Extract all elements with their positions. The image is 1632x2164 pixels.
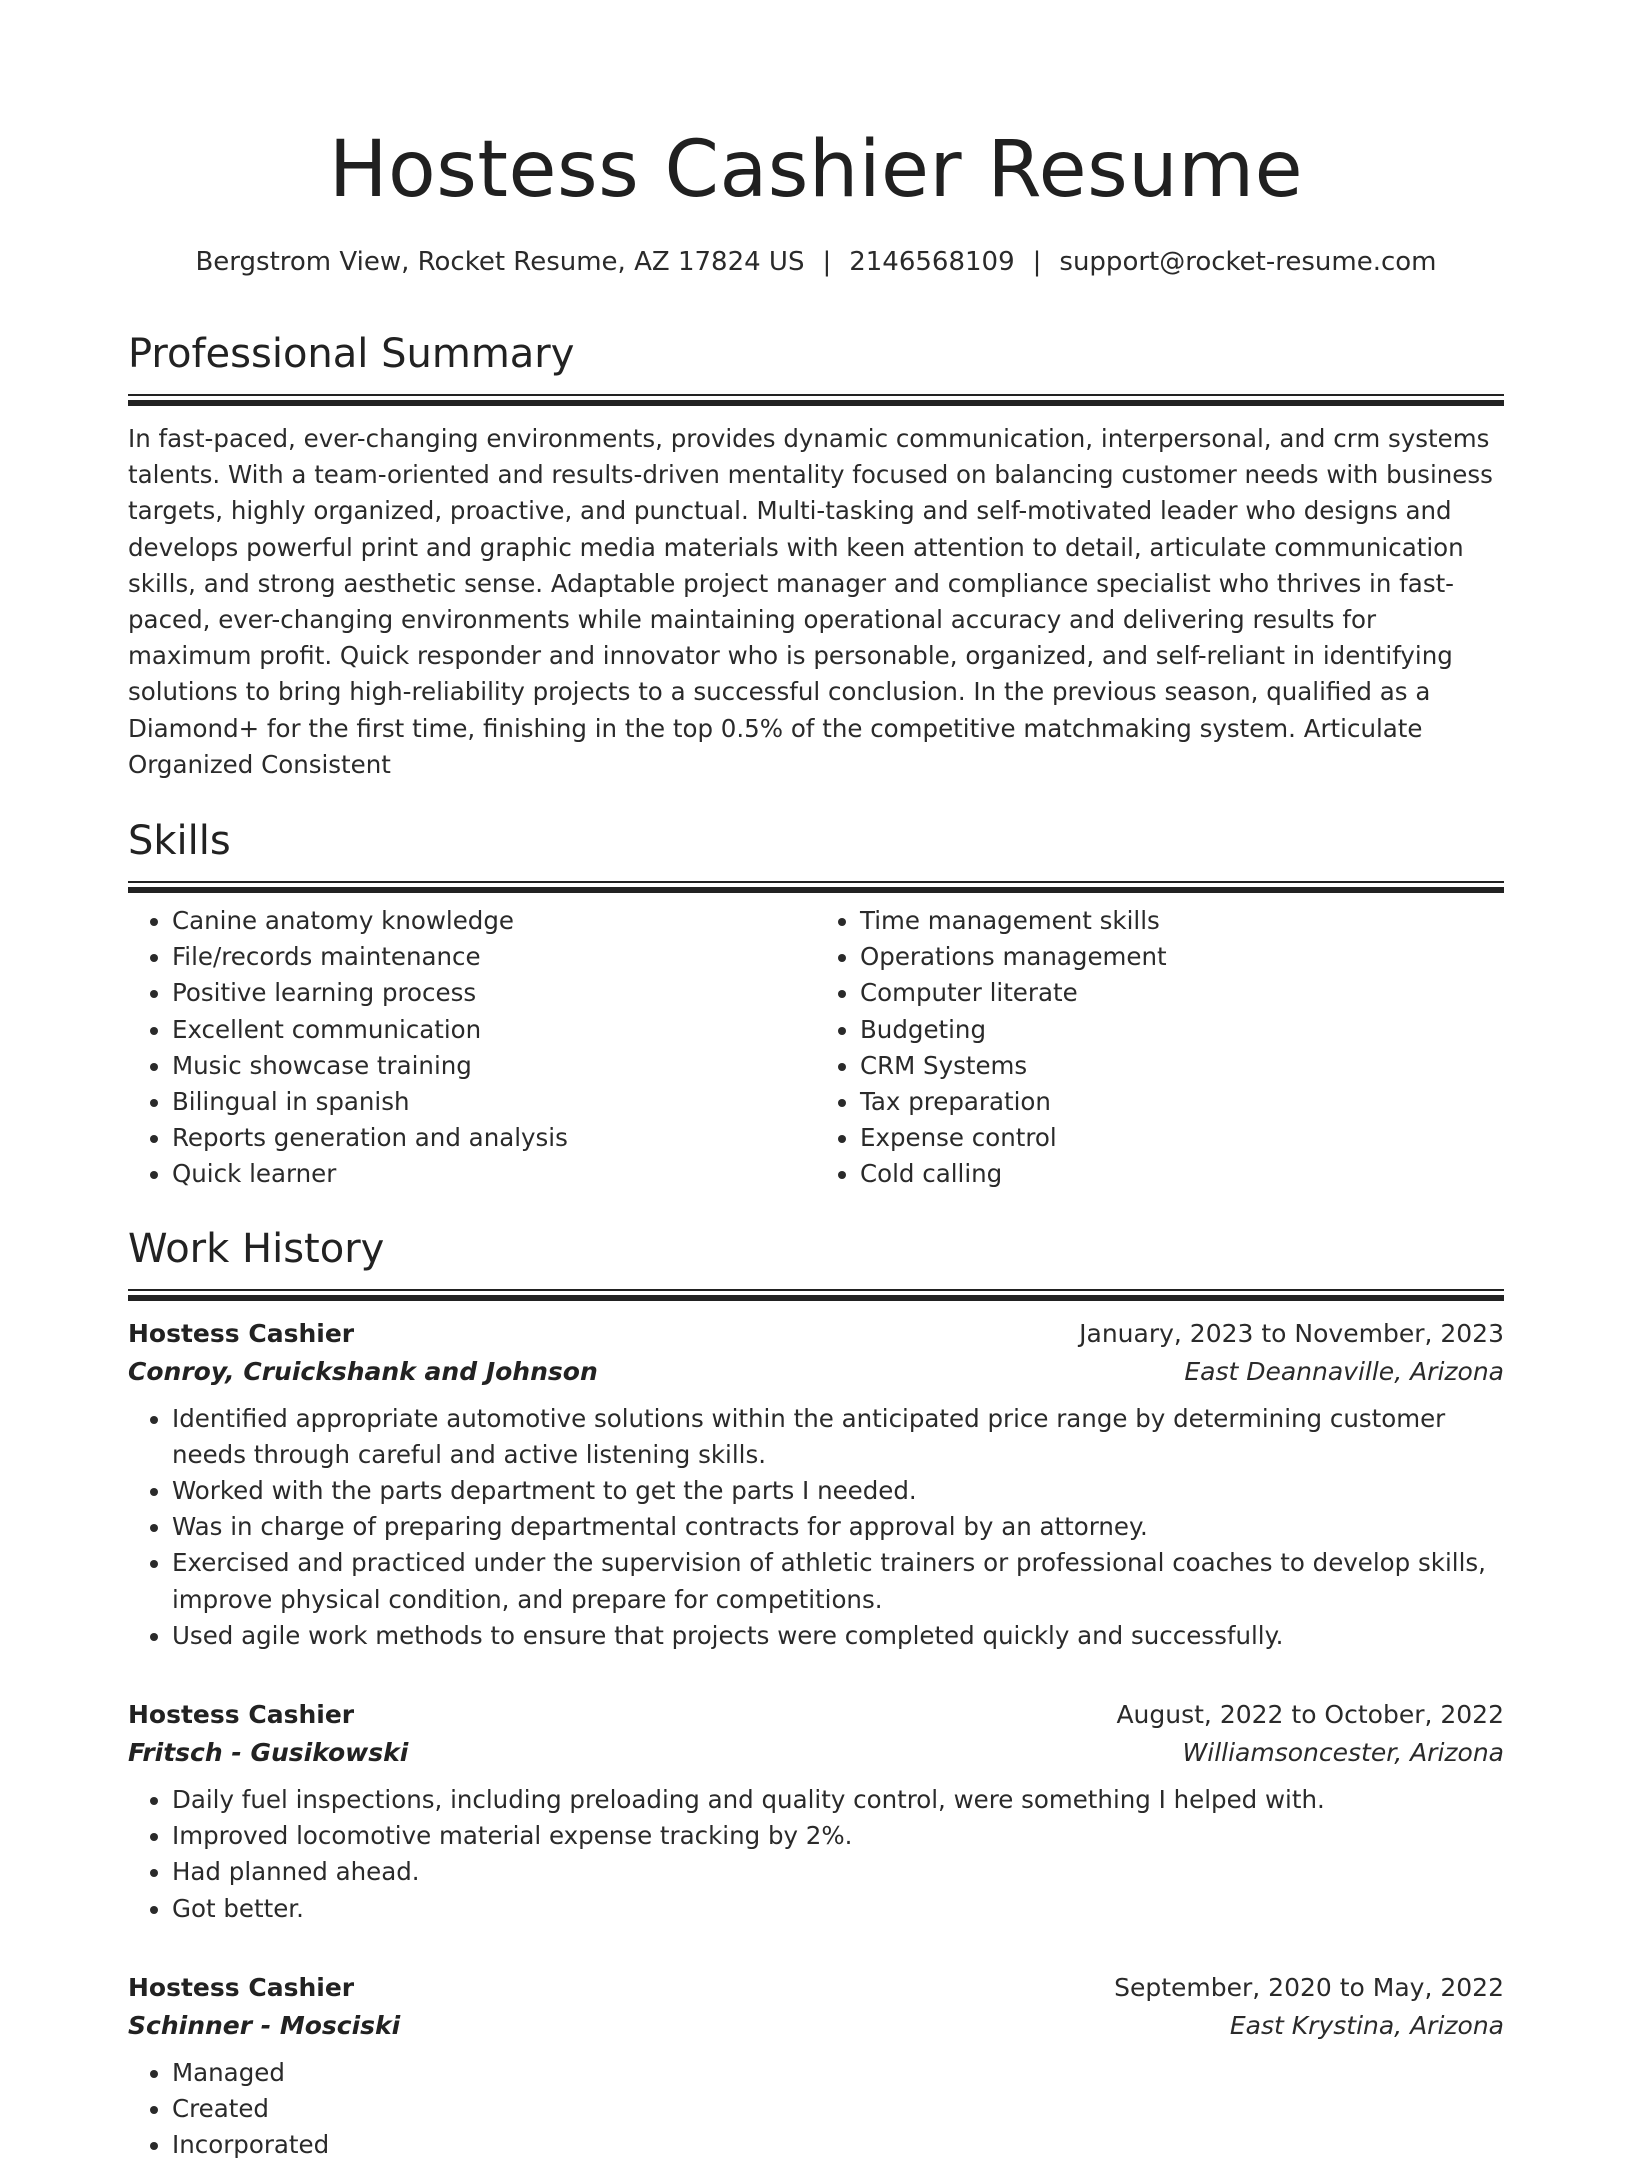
job-location: Williamsoncester, Arizona	[1182, 1738, 1504, 1768]
job-bullet: • Was in charge of preparing departmental contracts for approval by an attorney.	[172, 1509, 1504, 1545]
job-title: Hostess Cashier	[128, 1318, 355, 1348]
job-header-row	[128, 1969, 1504, 2007]
summary-text: In fast-paced, ever-changing environments, provides dynamic communication, interpersonal, and crm systems talents. With a team-oriented and results-driven mentality focused on balancing customer needs with business targets, highly organized, proactive, and punctual. Multi-tasking and self-motivated leader who designs and develops powerful print and graphic media materials with keen attention to detail, articulate communication skills, and strong aesthetic sense. Adaptable project manager and compliance specialist who thrives in fast-paced, ever-changing environments while maintaining operational accuracy and delivering results for maximum profit. Quick responder and innovator who is personable, organized, and self-reliant in identifying solutions to bring high-reliability projects to a successful conclusion. In the previous season, qualified as a Diamond+ for the first time, finishing in the top 0.5% of the competitive matchmaking system. Articulate Organized Consistent	[128, 424, 1493, 779]
skill-item: • Music showcase training	[172, 1048, 816, 1084]
skills-heading: Skills	[128, 818, 231, 865]
job-company-row	[128, 2007, 1504, 2045]
skill-item: • Bilingual in spanish	[172, 1084, 816, 1120]
job-bullet: • Created	[172, 2091, 1504, 2127]
skill-item: • Tax preparation	[860, 1084, 1504, 1120]
job-dates: August, 2022 to October, 2022	[1116, 1700, 1504, 1730]
job-bullet: • Incorporated	[172, 2127, 1504, 2163]
job-title: Hostess Cashier	[128, 1700, 355, 1730]
skill-item: • Computer literate	[860, 975, 1504, 1011]
job-bullet: • Had planned ahead.	[172, 1854, 1504, 1890]
resume-title: Hostess Cashier Resume	[328, 125, 1304, 215]
section-divider	[128, 1289, 1504, 1301]
job-header-row	[128, 1315, 1504, 1353]
job-bullets	[128, 1782, 1504, 1927]
contact-separator: |	[822, 247, 832, 277]
work-history-section	[128, 1223, 1504, 2164]
job-location: East Deannaville, Arizona	[1184, 1356, 1504, 1386]
job-company: Fritsch - Gusikowski	[128, 1738, 409, 1768]
job-bullet: • Exercised and practiced under the supervision of athletic trainers or professional coaches to develop skills, improve physical condition, and prepare for competitions.	[172, 1545, 1504, 1617]
job-bullet: • Managed	[172, 2055, 1504, 2091]
contact-line	[128, 244, 1504, 280]
contact-email: support@rocket-resume.com	[1059, 247, 1437, 277]
skill-item: • Reports generation and analysis	[172, 1120, 816, 1156]
skill-item: • Positive learning process	[172, 975, 816, 1011]
skill-item: • Time management skills	[860, 903, 1504, 939]
summary-section	[128, 328, 1504, 783]
summary-heading: Professional Summary	[128, 331, 575, 377]
contact-separator: |	[1032, 247, 1042, 277]
skill-item: • Operations management	[860, 939, 1504, 975]
job-company-row	[128, 1353, 1504, 1391]
job-bullet: • Used agile work methods to ensure that projects were completed quickly and successfully.	[172, 1618, 1504, 1654]
skill-item: • Quick learner	[172, 1156, 816, 1192]
job-bullet: • Improved locomotive material expense tracking by 2%.	[172, 1818, 1504, 1854]
job-bullets	[128, 1401, 1504, 1654]
contact-phone: 2146568109	[849, 247, 1015, 277]
job-company: Conroy, Cruickshank and Johnson	[128, 1356, 598, 1386]
skill-item: • CRM Systems	[860, 1048, 1504, 1084]
job-bullet: • Got better.	[172, 1891, 1504, 1927]
job-entry	[128, 1969, 1504, 2164]
skills-section	[128, 815, 1504, 1193]
skills-columns	[128, 903, 1504, 1193]
work-history-heading: Work History	[128, 1225, 385, 1272]
skill-item: • File/records maintenance	[172, 939, 816, 975]
job-company: Schinner - Mosciski	[128, 2010, 401, 2040]
skills-list-right	[816, 903, 1504, 1193]
skill-item: • Budgeting	[860, 1012, 1504, 1048]
contact-address: Bergstrom View, Rocket Resume, AZ 17824 US	[195, 247, 805, 277]
job-entry	[128, 1696, 1504, 1927]
job-bullets	[128, 2055, 1504, 2164]
job-header-row	[128, 1696, 1504, 1734]
section-divider	[128, 394, 1504, 406]
section-divider	[128, 881, 1504, 893]
job-entry	[128, 1315, 1504, 1654]
skill-item: • Cold calling	[860, 1156, 1504, 1192]
skill-item: • Expense control	[860, 1120, 1504, 1156]
skill-item: • Excellent communication	[172, 1012, 816, 1048]
skills-list-left	[128, 903, 816, 1193]
job-bullet: • Identified appropriate automotive solutions within the anticipated price range by determining customer needs through careful and active listening skills.	[172, 1401, 1504, 1473]
job-dates: January, 2023 to November, 2023	[1079, 1318, 1504, 1348]
job-company-row	[128, 1734, 1504, 1772]
job-dates: September, 2020 to May, 2022	[1114, 1972, 1504, 2002]
job-bullet: • Daily fuel inspections, including preloading and quality control, were something I helped with.	[172, 1782, 1504, 1818]
job-location: East Krystina, Arizona	[1229, 2010, 1504, 2040]
job-title: Hostess Cashier	[128, 1972, 355, 2002]
job-bullet: • Worked with the parts department to get the parts I needed.	[172, 1473, 1504, 1509]
skill-item: • Canine anatomy knowledge	[172, 903, 816, 939]
